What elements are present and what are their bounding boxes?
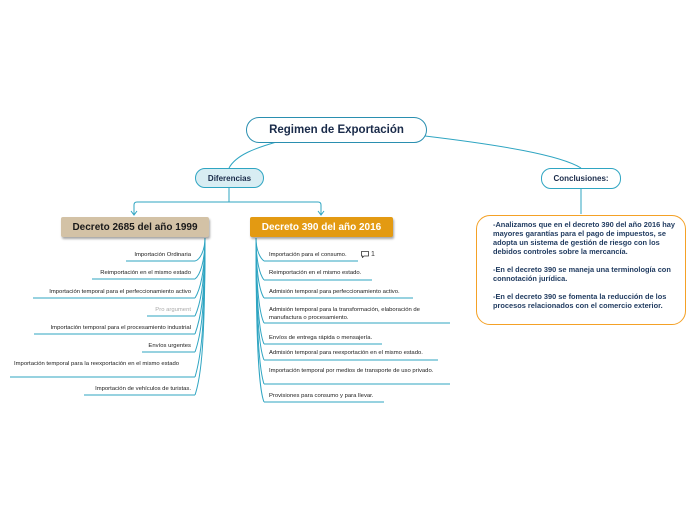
conclusion-paragraph-3: -En el decreto 390 se fomenta la reducción de los procesos relacionados con el comercio exterior. [493, 292, 667, 310]
decree-390-node[interactable]: Decreto 390 del año 2016 [250, 217, 393, 237]
root-node[interactable]: Regimen de Exportación [246, 117, 427, 143]
differences-node[interactable]: Diferencias [195, 168, 264, 188]
left-item-1[interactable]: Importación Ordinaria [134, 252, 191, 258]
conclusion-paragraph-2: -En el decreto 390 se maneja una terminología con connotación jurídica. [493, 265, 671, 283]
connector-root-conclusions [425, 136, 581, 168]
left-item-5[interactable]: Importación temporal para el procesamiento industrial [50, 325, 191, 331]
connector-root-differences [229, 141, 280, 168]
connector-differences-right [229, 202, 321, 214]
right-item-5[interactable]: Envíos de entrega rápida o mensajería. [269, 335, 373, 341]
connector-differences-left [134, 202, 229, 214]
right-item-underlines [264, 261, 450, 402]
left-item-6[interactable]: Envíos urgentes [148, 343, 191, 349]
conclusions-text-box[interactable] [476, 215, 686, 325]
comment-indicator[interactable] [361, 251, 375, 258]
left-item-8[interactable]: Importación de vehículos de turistas. [95, 386, 191, 392]
left-item-7[interactable]: Importación temporal para la reexportación en el mismo estado [14, 361, 180, 367]
left-item-connectors [195, 238, 205, 395]
right-item-4[interactable]: Admisión temporal para la transformación, elaboración de manufactura o procesamiento. [269, 307, 420, 321]
right-item-3[interactable]: Admisión temporal para perfeccionamiento activo. [269, 289, 400, 295]
comment-count: 1 [371, 251, 375, 258]
decree-2685-node[interactable]: Decreto 2685 del año 1999 [61, 217, 209, 237]
conclusions-node[interactable]: Conclusiones: [541, 168, 621, 189]
comment-icon [361, 251, 369, 258]
left-item-3[interactable]: Importación temporal para el perfeccionamiento activo [49, 289, 191, 295]
right-item-connectors [256, 238, 264, 402]
right-item-6[interactable]: Admisión temporal para reexportación en el mismo estado. [269, 350, 423, 356]
left-item-4[interactable]: Pro argument [155, 307, 191, 313]
right-item-7[interactable]: Importación temporal por medios de transporte de uso privado. [269, 368, 434, 374]
right-item-1[interactable]: Importación para el consumo. [269, 252, 347, 258]
right-item-2[interactable]: Reimportación en el mismo estado. [269, 270, 362, 276]
conclusion-paragraph-1: -Analizamos que en el decreto 390 del año 2016 hay mayores garantías para el pago de impuestos, se adopta un sistema de gestión de riesgo con los debidos controles sobre la mercancía. [493, 220, 675, 256]
right-item-8[interactable]: Provisiones para consumo y para llevar. [269, 393, 374, 399]
left-item-2[interactable]: Reimportación en el mismo estado [100, 270, 191, 276]
